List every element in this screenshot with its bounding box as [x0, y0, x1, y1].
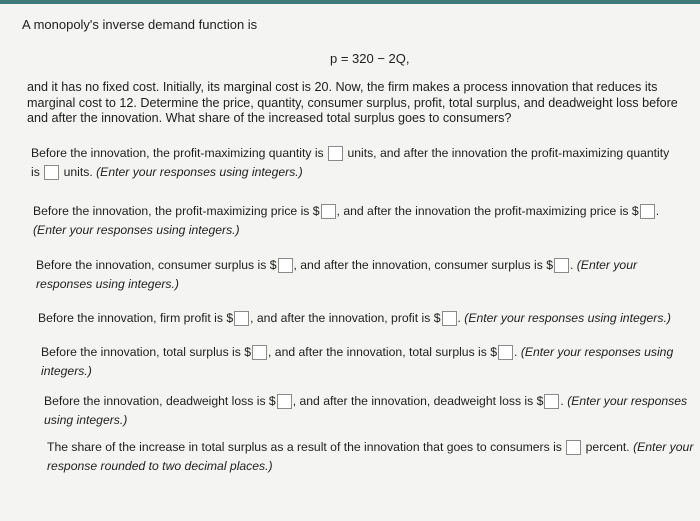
deadweight-loss-before-input[interactable] — [277, 394, 292, 409]
consumer-surplus-before-input[interactable] — [278, 258, 293, 273]
total-surplus-before-input[interactable] — [252, 345, 267, 360]
demand-equation: p = 320 − 2Q, — [330, 51, 410, 66]
consumer-share-input[interactable] — [566, 440, 581, 455]
question-profit: Before the innovation, firm profit is $ , and after the innovation, profit is $ . (Enter your responses using integers.) — [38, 311, 671, 325]
profit-after-input[interactable] — [442, 311, 457, 326]
profit-before-input[interactable] — [234, 311, 249, 326]
quantity-before-input[interactable] — [328, 146, 343, 161]
question-price: Before the innovation, the profit-maximizing price is $ , and after the innovation the profit-maximizing price is $ . (Enter your responses using integers.) — [33, 204, 660, 237]
question-page — [0, 4, 700, 521]
problem-statement: and it has no fixed cost. Initially, its marginal cost is 20. Now, the firm makes a process innovation that reduces its marginal cost to 12. Determine the price, quantity, consumer surplus, profit, total surplus, and deadweight loss before and after the innovation. What share of the increased total surplus goes to consumers? — [27, 80, 678, 125]
question-quantity: Before the innovation, the profit-maximizing quantity is units, and after the innovation the profit-maximizing quantity is units. (Enter your responses using integers.) — [31, 146, 670, 179]
intro-text: A monopoly's inverse demand function is — [22, 17, 258, 32]
consumer-surplus-after-input[interactable] — [554, 258, 569, 273]
deadweight-loss-after-input[interactable] — [544, 394, 559, 409]
price-before-input[interactable] — [321, 204, 336, 219]
question-deadweight-loss: Before the innovation, deadweight loss is $ , and after the innovation, deadweight loss is $ . (Enter your responses using integers.) — [44, 394, 688, 427]
question-consumer-surplus: Before the innovation, consumer surplus is $ , and after the innovation, consumer surplus is $ . (Enter your responses using integers.) — [36, 258, 638, 291]
quantity-after-input[interactable] — [44, 165, 59, 180]
total-surplus-after-input[interactable] — [498, 345, 513, 360]
price-after-input[interactable] — [640, 204, 655, 219]
question-total-surplus: Before the innovation, total surplus is $ , and after the innovation, total surplus is $ . (Enter your responses using integers.) — [41, 345, 674, 378]
question-consumer-share: The share of the increase in total surplus as a result of the innovation that goes to consumers is percent. (Enter your response rounded to two decimal places.) — [47, 440, 694, 473]
